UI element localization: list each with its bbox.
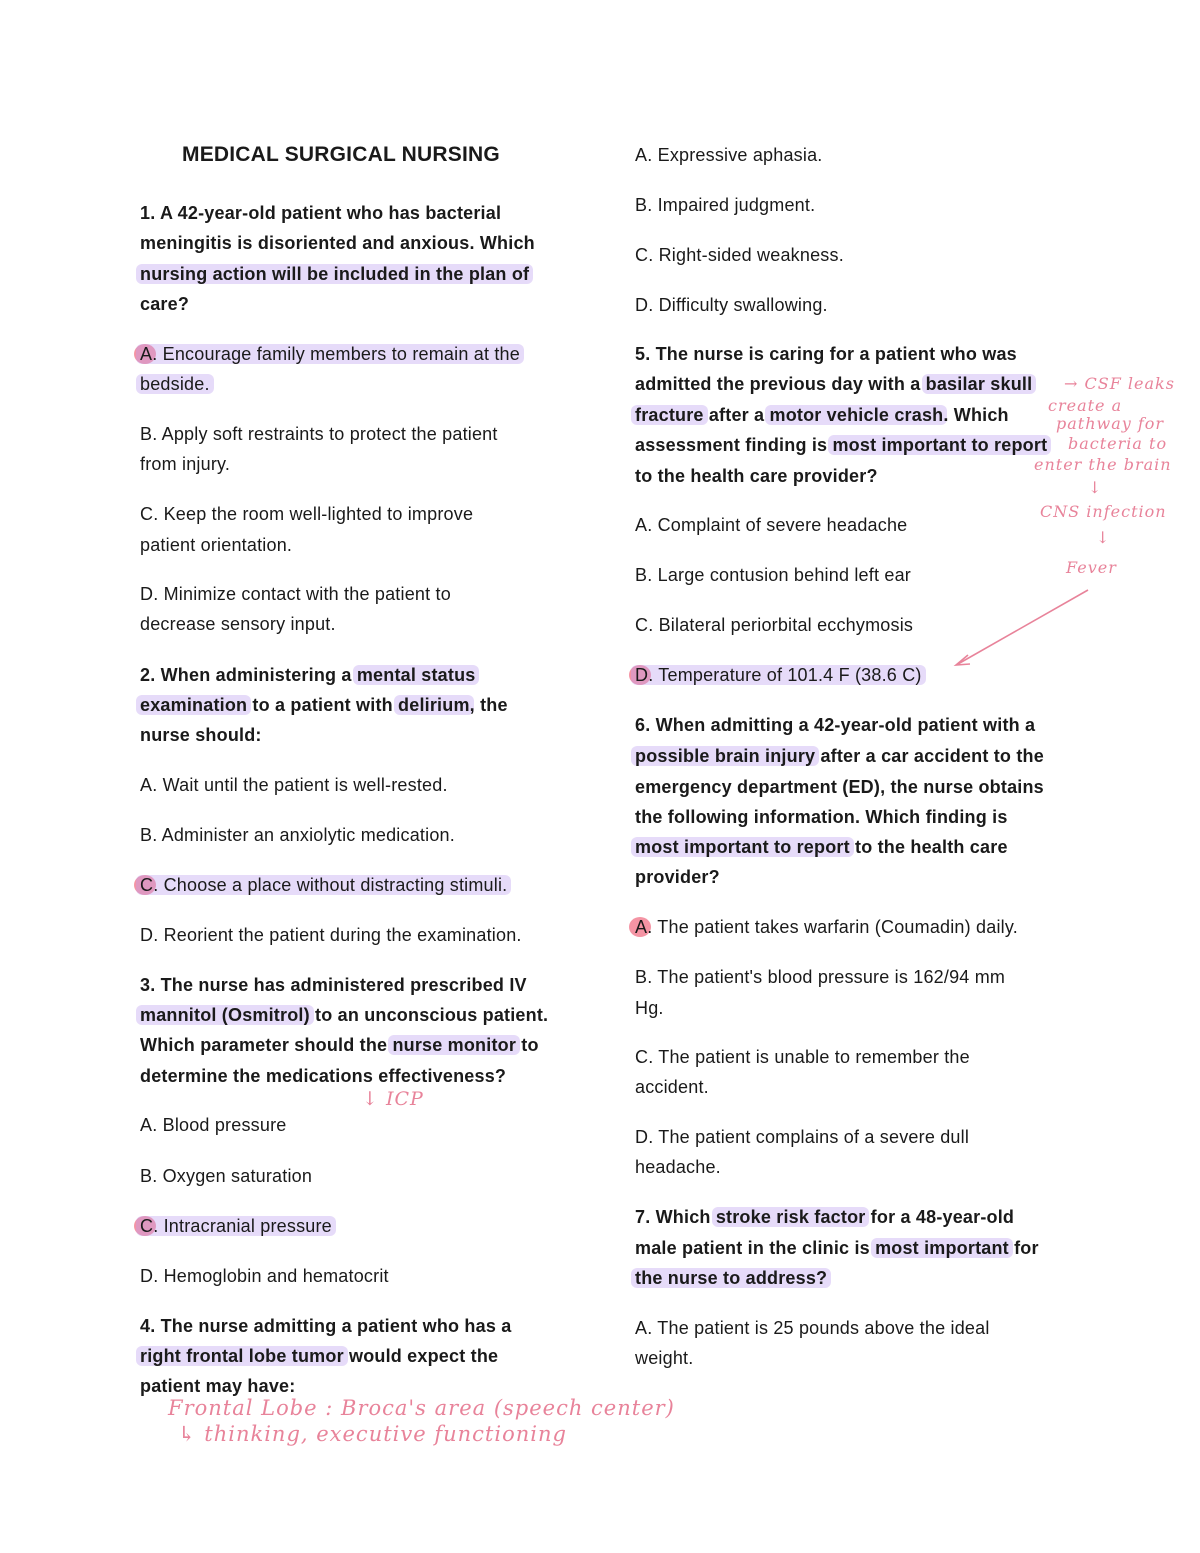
highlight: delirium — [394, 695, 474, 715]
question-6-line-4: the following information. Which finding is — [635, 807, 1008, 827]
option-text: Intracranial pressure — [158, 1216, 332, 1236]
highlight — [631, 665, 926, 685]
question-6-line-3: emergency department (ED), the nurse obtains — [635, 777, 1044, 797]
question-6-line-2 — [635, 744, 1044, 768]
q3-option-d: D. Hemoglobin and hematocrit — [140, 1266, 389, 1286]
highlight: motor vehicle crash — [765, 405, 947, 425]
question-5-line-2 — [635, 372, 1032, 396]
q5-option-d — [635, 663, 922, 687]
text: would expect the — [343, 1346, 499, 1366]
option-text: Choose a place without distracting stimuli. — [158, 875, 508, 895]
q4-option-b: B. Impaired judgment. — [635, 195, 816, 215]
q1-option-c: C. Keep the room well-lighted to improve — [140, 504, 474, 524]
question-6-line-6: provider? — [635, 867, 720, 887]
q7-option-a: A. The patient is 25 pounds above the ideal — [635, 1318, 990, 1338]
question-7-line-1 — [635, 1205, 1014, 1229]
q2-option-b: B. Administer an anxiolytic medication. — [140, 825, 455, 845]
question-2-line-3: nurse should: — [140, 725, 262, 745]
question-3-line-1: 3. The nurse has administered prescribed IV — [140, 975, 527, 995]
question-4-line-2 — [140, 1344, 498, 1368]
question-5-line-5: to the health care provider? — [635, 466, 878, 486]
highlight: most important to report — [631, 837, 854, 857]
text: male patient in the clinic is — [635, 1238, 876, 1258]
answer-mark: D. — [635, 665, 654, 685]
question-5-line-3 — [635, 403, 1009, 427]
highlight — [136, 875, 511, 895]
q2-option-a: A. Wait until the patient is well-rested. — [140, 775, 448, 795]
text: , the — [469, 695, 508, 715]
q6-option-b-line-2: Hg. — [635, 998, 664, 1018]
handwritten-note-csf-5: enter the brain — [1034, 455, 1172, 474]
question-1-line-3 — [140, 262, 529, 286]
handwritten-note-frontal-lobe: Frontal Lobe : Broca's area (speech center) — [168, 1396, 675, 1420]
question-5-line-4 — [635, 433, 1047, 457]
highlight: possible brain injury — [631, 746, 819, 766]
text: to the health care — [849, 837, 1008, 857]
q1-option-c-line-2: patient orientation. — [140, 535, 293, 555]
q4-option-c: C. Right-sided weakness. — [635, 245, 844, 265]
question-2-line-1 — [140, 663, 475, 687]
q2-option-d: D. Reorient the patient during the examination. — [140, 925, 522, 945]
text: to a patient with — [247, 695, 399, 715]
q6-option-c-line-2: accident. — [635, 1077, 709, 1097]
handwritten-note-csf-2: create a — [1048, 396, 1123, 415]
handwritten-note-icp: ↓ ICP — [362, 1088, 424, 1110]
handwritten-note-csf-1: → CSF leaks — [1064, 374, 1175, 393]
highlight: stroke risk factor — [712, 1207, 870, 1227]
q6-option-c: C. The patient is unable to remember the — [635, 1047, 970, 1067]
question-7-line-3 — [635, 1266, 827, 1290]
text: after a — [703, 405, 770, 425]
question-3-line-4: determine the medications effectiveness? — [140, 1066, 507, 1086]
highlight: nurse monitor — [388, 1035, 520, 1055]
question-1-line-1: 1. A 42-year-old patient who has bacterial — [140, 203, 502, 223]
q2-option-c — [140, 873, 507, 897]
answer-mark: A. — [635, 917, 653, 937]
question-4-line-1: 4. The nurse admitting a patient who has a — [140, 1316, 512, 1336]
text: for — [1008, 1238, 1039, 1258]
question-6-line-5 — [635, 835, 1008, 859]
q6-option-a — [635, 915, 1018, 939]
q1-option-d: D. Minimize contact with the patient to — [140, 584, 451, 604]
q3-option-a: A. Blood pressure — [140, 1115, 287, 1135]
q6-option-b: B. The patient's blood pressure is 162/94 mm — [635, 967, 1006, 987]
text: 2. When administering a — [140, 665, 357, 685]
handwritten-note-csf-3: pathway for — [1056, 414, 1165, 433]
text: assessment finding is — [635, 435, 833, 455]
question-6-line-1: 6. When admitting a 42-year-old patient with a — [635, 715, 1036, 735]
highlight: mental status — [353, 665, 480, 685]
question-1-line-2: meningitis is disoriented and anxious. Which — [140, 233, 535, 253]
q1-option-a — [140, 342, 520, 366]
question-4-line-3: patient may have: — [140, 1376, 296, 1396]
question-3-line-3 — [140, 1033, 539, 1057]
q4-option-a: A. Expressive aphasia. — [635, 145, 823, 165]
answer-mark: A. — [140, 344, 158, 364]
q7-option-a-line-2: weight. — [635, 1348, 694, 1368]
text: 7. Which — [635, 1207, 716, 1227]
text: for a 48-year-old — [865, 1207, 1015, 1227]
answer-mark: C. — [140, 875, 159, 895]
handwritten-arrow-2: ↓ — [1096, 528, 1111, 547]
answer-mark: C. — [140, 1216, 159, 1236]
text: to — [516, 1035, 539, 1055]
q1-option-b: B. Apply soft restraints to protect the patient — [140, 424, 498, 444]
q1-option-a-line-2 — [140, 372, 210, 396]
q3-option-b: B. Oxygen saturation — [140, 1166, 313, 1186]
highlight: right frontal lobe tumor — [136, 1346, 348, 1366]
text: to an unconscious patient. — [309, 1005, 549, 1025]
highlight: most important — [871, 1238, 1013, 1258]
highlight — [136, 344, 524, 364]
question-7-line-2 — [635, 1236, 1039, 1260]
q3-option-c — [140, 1214, 332, 1238]
q6-option-d-line-2: headache. — [635, 1157, 721, 1177]
highlight: mannitol (Osmitrol) — [136, 1005, 314, 1025]
q5-option-a: A. Complaint of severe headache — [635, 515, 908, 535]
highlight: bedside. — [136, 374, 214, 394]
highlight: nursing action will be included in the plan of — [136, 264, 533, 284]
question-2-line-2 — [140, 693, 508, 717]
text: . Which — [943, 405, 1009, 425]
q1-option-b-line-2: from injury. — [140, 454, 231, 474]
highlight: the nurse to address? — [631, 1268, 831, 1288]
q5-option-c: C. Bilateral periorbital ecchymosis — [635, 615, 914, 635]
text: after a car accident to the — [815, 746, 1044, 766]
text: Which parameter should the — [140, 1035, 393, 1055]
q5-option-b: B. Large contusion behind left ear — [635, 565, 911, 585]
highlight: most important to report — [828, 435, 1051, 455]
q6-option-d: D. The patient complains of a severe dull — [635, 1127, 970, 1147]
q1-option-d-line-2: decrease sensory input. — [140, 614, 336, 634]
question-1-line-4: care? — [140, 294, 190, 314]
highlight: basilar skull — [922, 374, 1037, 394]
option-text: Temperature of 101.4 F (38.6 C) — [653, 665, 922, 685]
question-5-line-1: 5. The nurse is caring for a patient who was — [635, 344, 1017, 364]
option-text: The patient takes warfarin (Coumadin) daily. — [652, 917, 1018, 937]
question-3-line-2 — [140, 1003, 548, 1027]
highlight — [136, 1216, 336, 1236]
highlight: examination — [136, 695, 251, 715]
text: admitted the previous day with a — [635, 374, 926, 394]
handwritten-note-fever: Fever — [1066, 558, 1117, 577]
option-text: Encourage family members to remain at the — [157, 344, 520, 364]
handwritten-note-thinking: ↳ thinking, executive functioning — [178, 1422, 567, 1446]
handwritten-note-csf-4: bacteria to — [1068, 434, 1168, 453]
handwritten-arrow-1: ↓ — [1088, 478, 1103, 497]
handwritten-note-cns: CNS infection — [1040, 502, 1167, 521]
q4-option-d: D. Difficulty swallowing. — [635, 295, 828, 315]
page-title: MEDICAL SURGICAL NURSING — [182, 143, 500, 166]
highlight: fracture — [631, 405, 708, 425]
